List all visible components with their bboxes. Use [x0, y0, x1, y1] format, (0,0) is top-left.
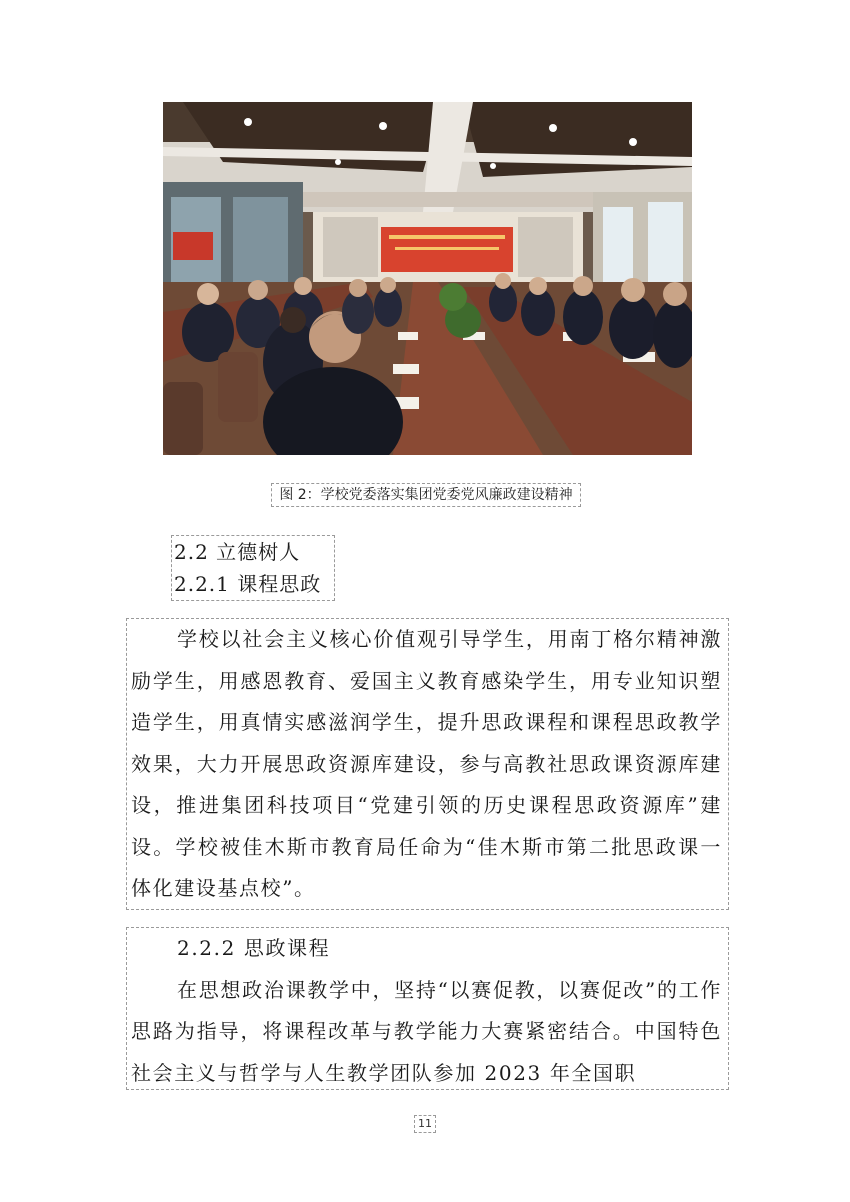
figure-caption: 图 2：学校党委落实集团党委党风廉政建设精神: [271, 483, 581, 507]
section-body-course-ideology: [126, 618, 729, 910]
heading-2-2: 2.2 立德树人: [174, 540, 301, 564]
page-number: 11: [414, 1115, 436, 1133]
body-paragraph: 学校以社会主义核心价值观引导学生，用南丁格尔精神激励学生，用感恩教育、爱国主义教育感染学生，用专业知识塑造学生，用真情实感滋润学生，提升思政课程和课程思政教学效果，大力开展思政资源库建设，参与高教社思政课资源库建设，推进集团科技项目“党建引领的历史课程思政资源库”建设。学校被佳木斯市教育局任命为“佳木斯市第二批思政课一体化建设基点校”。: [131, 627, 722, 900]
body-paragraph: 在思想政治课教学中，坚持“以赛促教，以赛促改”的工作思路为指导，将课程改革与教学能力大赛紧密结合。中国特色社会主义与哲学与人生教学团队参加 2023 年全国职: [131, 977, 722, 1085]
meeting-photo: [163, 102, 692, 455]
section-headings: [171, 535, 335, 601]
section-body-ideology-course: [126, 927, 729, 1090]
heading-2-2-1: 2.2.1 课程思政: [174, 572, 322, 596]
heading-2-2-2: 2.2.2 思政课程: [177, 936, 331, 960]
